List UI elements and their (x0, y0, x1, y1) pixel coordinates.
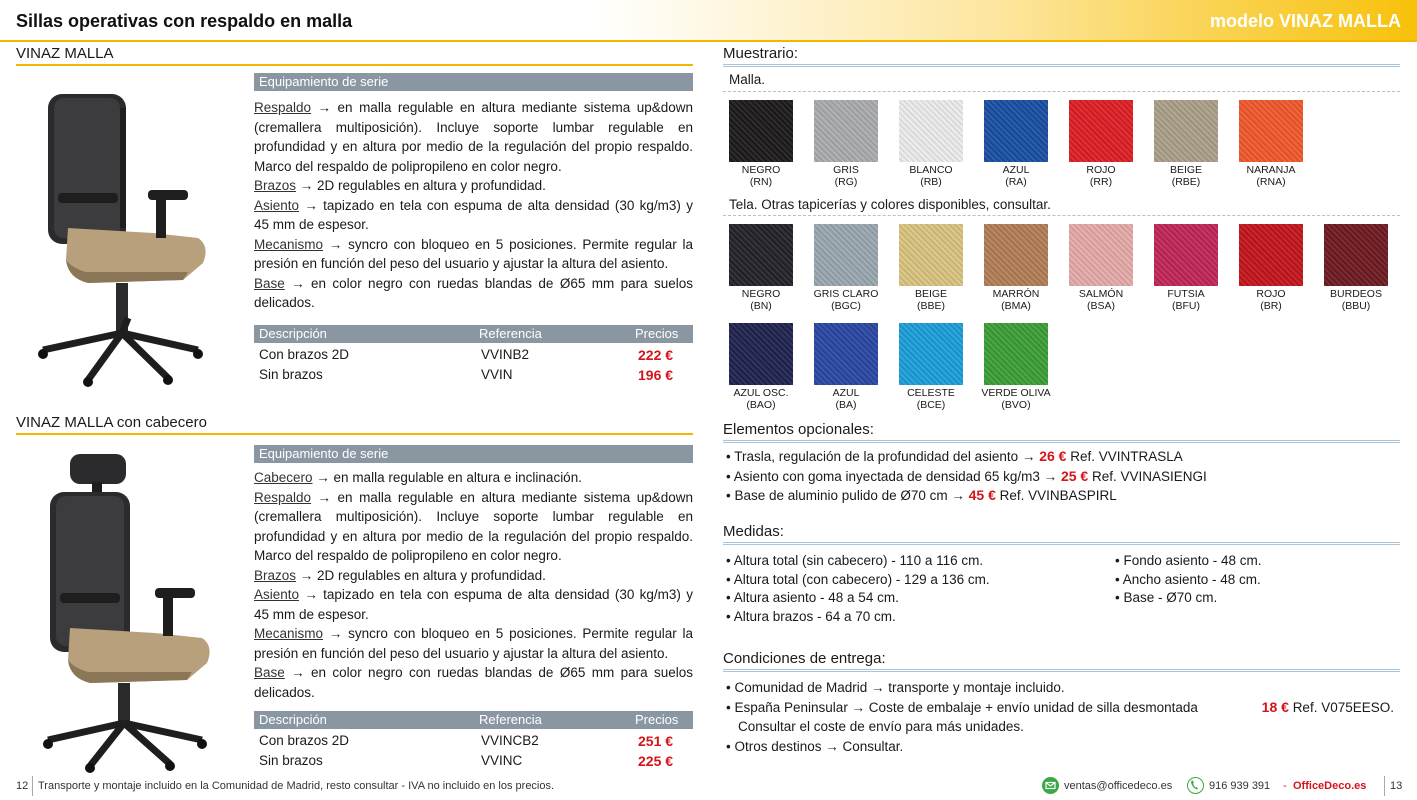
feature-label: Asiento (254, 587, 300, 602)
list-item: • Base de aluminio pulido de Ø70 cm → 45 € Ref. VVINBASPIRL (726, 487, 1117, 503)
feature-brazos (254, 566, 693, 586)
swatch-name: BEIGE (914, 288, 948, 300)
swatch-code: (BGC) (831, 300, 861, 312)
feature-label: Base (254, 275, 285, 291)
footer-separator: - (1283, 780, 1287, 792)
malla-label: Malla. (729, 72, 766, 87)
swatch-name: FUTSIA (1167, 288, 1205, 300)
page-footer (0, 772, 1417, 800)
feature-text: → syncro con bloqueo en 5 posiciones. Permite regular la presión en función del peso del usuario y ajustar la altura del asiento. (254, 626, 693, 661)
list-item-continued (726, 717, 1396, 737)
swatch-code: (BAO) (746, 399, 776, 411)
swatch-code: (RNA) (1256, 176, 1286, 188)
swatch-label (803, 164, 889, 188)
page-number-left: 12 (16, 780, 29, 792)
equip-label: Equipamiento de serie (254, 73, 693, 91)
feature-mecanismo (254, 235, 693, 274)
equip-label: Equipamiento de serie (254, 445, 693, 463)
opcionales-title: Elementos opcionales: (723, 421, 874, 438)
item-text: Consultar el coste de envío para más unidades. (738, 719, 1024, 734)
swatch-label (1143, 164, 1229, 188)
list-item: • Base - Ø70 cm. (1115, 590, 1218, 605)
swatch-code: (BSA) (1086, 300, 1115, 312)
row-price: 196 € (638, 367, 674, 383)
col-descripcion: Descripción (259, 712, 327, 727)
list-item: • Trasla, regulación de la profundidad del asiento → 26 € Ref. VVINTRASLA (726, 448, 1183, 464)
product2-rule (16, 433, 693, 435)
feature-cabecero (254, 468, 693, 488)
item-text: Base de aluminio pulido de Ø70 cm → (734, 488, 965, 503)
footer-divider (32, 776, 33, 796)
medidas-col2 (1115, 552, 1262, 608)
row-price: 251 € (638, 733, 674, 749)
feature-respaldo (254, 488, 693, 566)
swatch-code: (BR) (1260, 300, 1282, 312)
row-ref: VVINC (481, 753, 523, 768)
swatch-label (718, 164, 804, 188)
feature-label: Asiento (254, 197, 300, 213)
medidas-col1 (726, 552, 990, 626)
opcionales-list (726, 447, 1207, 506)
list-item: • Altura brazos - 64 a 70 cm. (726, 608, 896, 624)
item-text: España Peninsular → Coste de embalaje + envío unidad de silla desmontada (734, 699, 1198, 715)
item-text: Asiento con goma inyectada de densidad 65 kg/m3 → (733, 468, 1058, 484)
model-title: modelo VINAZ MALLA (1210, 11, 1401, 31)
feature-label: Cabecero (254, 470, 313, 485)
swatch-name: AZUL (832, 387, 860, 399)
swatch-code: (RN) (749, 176, 773, 188)
swatch-negro (729, 100, 793, 162)
col-descripcion: Descripción (259, 326, 327, 341)
swatch-name: NEGRO (741, 288, 781, 300)
swatch-label (1058, 288, 1144, 312)
swatch-gris-claro (814, 224, 878, 286)
swatch-code: (RR) (1089, 176, 1113, 188)
price-table-header (254, 711, 693, 729)
swatch-name: BURDEOS (1330, 288, 1382, 300)
entrega-rule (723, 669, 1400, 672)
feature-asiento (254, 196, 693, 235)
feature-base (254, 274, 693, 313)
list-item: • Altura total (sin cabecero) - 110 a 116 cm. (726, 553, 984, 568)
swatch-rojo (1069, 100, 1133, 162)
swatch-label (888, 164, 974, 188)
list-item: • Altura total (con cabecero) - 129 a 136 cm. (726, 571, 990, 587)
muestrario-title: Muestrario: (723, 45, 799, 62)
item-ref: Ref. V075EESO. (1292, 699, 1394, 715)
list-item: • Otros destinos → Consultar. (726, 738, 904, 754)
swatch-name: ROJO (1086, 164, 1116, 176)
swatch-azul (984, 100, 1048, 162)
list-item: • Comunidad de Madrid → transporte y montaje incluido. (726, 680, 1065, 695)
item-text: Altura brazos - 64 a 70 cm. (733, 608, 896, 624)
opcionales-rule (723, 440, 1400, 443)
product1-rule (16, 64, 693, 66)
swatch-label (803, 288, 889, 312)
medidas-rule (723, 542, 1400, 545)
swatch-code: (BVO) (1001, 399, 1031, 411)
item-price: 18 € (1261, 698, 1289, 715)
swatch-label (973, 164, 1059, 188)
item-ref: Ref. VVINTRASLA (1070, 449, 1183, 464)
feature-text: → en malla regulable en altura mediante sistema up&down (cremallera multiposición). Incluye soporte lumbar regulable en profundidad y en altura por medio de la regulación del propio respaldo. Marco del respaldo de polipropileno en color negro. (254, 489, 693, 563)
feature-text: → 2D regulables en altura y profundidad. (296, 178, 546, 193)
feature-text: → en color negro con ruedas blandas de Ø65 mm para suelos delicados. (254, 665, 693, 700)
swatch-label (1143, 288, 1229, 312)
list-item: • Fondo asiento - 48 cm. (1115, 553, 1262, 568)
row-price: 225 € (638, 753, 674, 769)
item-price: 26 € (1039, 448, 1067, 464)
swatch-name: NEGRO (741, 164, 781, 176)
table-row (254, 731, 693, 751)
list-item: • Altura asiento - 48 a 54 cm. (726, 590, 899, 605)
tela-label: Tela. Otras tapicerías y colores disponibles, consultar. (729, 197, 1051, 212)
swatch-name: NARANJA (1246, 164, 1296, 176)
feature-text: → en color negro con ruedas blandas de Ø65 mm para suelos delicados. (254, 275, 693, 310)
swatch-verde-oliva (984, 323, 1048, 385)
swatch-name: VERDE OLIVA (981, 387, 1051, 399)
feature-mecanismo (254, 624, 693, 663)
footer-email[interactable]: ventas@officedeco.es (1064, 780, 1173, 792)
feature-text: → en malla regulable en altura mediante sistema up&down (cremallera multiposición). Incluye soporte lumbar regulable en profundidad y en altura por medio de la regulación del propio respaldo. Marco del respaldo de polipropileno en color negro. (254, 100, 693, 174)
mail-icon (1042, 777, 1059, 794)
swatch-name: MARRÓN (992, 288, 1040, 300)
feature-label: Brazos (254, 178, 297, 193)
item-text: Altura total (con cabecero) - 129 a 136 cm. (733, 571, 990, 587)
entrega-title: Condiciones de entrega: (723, 650, 886, 667)
swatch-label (718, 288, 804, 312)
feature-text: → tapizado en tela con espuma de alta densidad (30 kg/m3) y 45 mm de espesor. (254, 197, 693, 232)
page-title: Sillas operativas con respaldo en malla (16, 11, 353, 31)
row-desc: Con brazos 2D (259, 347, 350, 362)
row-ref: VVINB2 (481, 347, 530, 362)
swatch-label (1313, 288, 1399, 312)
swatch-label (1228, 288, 1314, 312)
swatch-name: GRIS (833, 164, 859, 176)
swatch-label (888, 288, 974, 312)
table-row (254, 751, 693, 771)
footer-divider (1384, 776, 1385, 796)
chair-headrest-image (30, 448, 230, 773)
page-header (0, 0, 1417, 42)
feature-text: → tapizado en tela con espuma de alta densidad (30 kg/m3) y 45 mm de espesor. (254, 587, 693, 622)
swatch-code: (RB) (920, 176, 942, 188)
swatch-code: (RBE) (1171, 176, 1201, 188)
tela-rule (723, 215, 1400, 216)
feature-label: Respaldo (254, 100, 312, 115)
chair-image (28, 88, 228, 388)
feature-text: → 2D regulables en altura y profundidad. (296, 567, 546, 583)
swatch-azul-osc- (729, 323, 793, 385)
swatch-code: (BCE) (916, 399, 946, 411)
row-desc: Sin brazos (259, 753, 323, 768)
feature-label: Mecanismo (254, 626, 324, 641)
footer-brand[interactable]: OfficeDeco.es (1293, 780, 1367, 792)
swatch-marr-n (984, 224, 1048, 286)
footer-note: Transporte y montaje incluido en la Comunidad de Madrid, resto consultar - IVA no incluido en los precios. (38, 780, 555, 792)
item-text: Ancho asiento - 48 cm. (1122, 571, 1261, 587)
price-table-header (254, 325, 693, 343)
feature-label: Respaldo (254, 489, 312, 505)
swatch-blanco (899, 100, 963, 162)
row-desc: Con brazos 2D (259, 733, 350, 748)
feature-label: Mecanismo (254, 236, 324, 252)
swatch-azul (814, 323, 878, 385)
row-ref: VVIN (481, 367, 513, 382)
feature-label: Brazos (254, 567, 297, 583)
swatch-code: (RA) (1005, 176, 1027, 188)
swatch-label (718, 387, 804, 411)
swatch-name: SALMÓN (1078, 288, 1124, 300)
product1-title: VINAZ MALLA (16, 45, 114, 62)
feature-respaldo (254, 98, 693, 176)
item-ref: Ref. VVINBASPIRL (999, 488, 1117, 503)
feature-list (254, 468, 693, 702)
swatch-label (1058, 164, 1144, 188)
swatch-code: (BBU) (1341, 300, 1371, 312)
col-referencia: Referencia (479, 712, 542, 727)
swatch-code: (BN) (750, 300, 772, 312)
swatch-negro (729, 224, 793, 286)
item-ref: Ref. VVINASIENGI (1091, 468, 1207, 484)
swatch-name: BEIGE (1169, 164, 1203, 176)
medidas-title: Medidas: (723, 523, 784, 540)
item-text: Trasla, regulación de la profundidad del asiento → (734, 449, 1036, 464)
col-precios: Precios (635, 326, 679, 341)
row-price: 222 € (638, 347, 674, 363)
item-text: Altura total (sin cabecero) - 110 a 116 cm. (733, 553, 984, 568)
muestrario-rule (723, 64, 1400, 67)
swatch-label (973, 288, 1059, 312)
malla-rule (723, 91, 1400, 92)
swatch-salm-n (1069, 224, 1133, 286)
swatch-code: (BBE) (916, 300, 945, 312)
table-row (254, 345, 693, 365)
swatch-burdeos (1324, 224, 1388, 286)
item-price: 45 € (968, 487, 996, 503)
product2-title: VINAZ MALLA con cabecero (16, 414, 207, 431)
entrega-list (726, 678, 1396, 756)
swatch-name: AZUL OSC. (733, 387, 789, 399)
row-ref: VVINCB2 (481, 733, 539, 748)
swatch-gris (814, 100, 878, 162)
row-desc: Sin brazos (259, 367, 323, 382)
page-number-right: 13 (1390, 780, 1403, 792)
swatch-futsia (1154, 224, 1218, 286)
phone-icon (1187, 777, 1204, 794)
swatch-label (1228, 164, 1314, 188)
swatch-code: (RG) (834, 176, 858, 188)
feature-text: → en malla regulable en altura e inclinación. (312, 470, 582, 485)
col-precios: Precios (635, 712, 679, 727)
list-item: • Asiento con goma inyectada de densidad 65 kg/m3 → 25 € Ref. VVINASIENGI (726, 467, 1207, 484)
swatch-name: CELESTE (907, 387, 955, 399)
footer-phone[interactable]: 916 939 391 (1209, 780, 1271, 792)
feature-list (254, 98, 693, 313)
feature-brazos (254, 176, 693, 196)
swatch-code: (BMA) (1001, 300, 1031, 312)
swatch-name: BLANCO (909, 164, 953, 176)
item-text: Comunidad de Madrid → transporte y montaje incluido. (734, 680, 1065, 695)
list-item: • Ancho asiento - 48 cm. (1115, 571, 1261, 587)
swatch-name: AZUL (1002, 164, 1030, 176)
item-text: Fondo asiento - 48 cm. (1123, 553, 1262, 568)
swatch-label (973, 387, 1059, 411)
swatch-code: (BFU) (1172, 300, 1200, 312)
list-item: • España Peninsular → Coste de embalaje + envío unidad de silla desmontada 18 € Ref. V075EESO. (726, 698, 1394, 715)
item-text: Base - Ø70 cm. (1123, 590, 1218, 605)
swatch-beige (1154, 100, 1218, 162)
swatch-beige (899, 224, 963, 286)
swatch-naranja (1239, 100, 1303, 162)
feature-asiento (254, 585, 693, 624)
swatch-label (888, 387, 974, 411)
item-text: Altura asiento - 48 a 54 cm. (733, 590, 899, 605)
item-text: Otros destinos → Consultar. (734, 738, 904, 754)
feature-text: → syncro con bloqueo en 5 posiciones. Permite regular la presión en función del peso del usuario y ajustar la altura del asiento. (254, 236, 693, 271)
feature-base (254, 663, 693, 702)
feature-label: Base (254, 665, 285, 680)
swatch-celeste (899, 323, 963, 385)
col-referencia: Referencia (479, 326, 542, 341)
item-price: 25 € (1060, 467, 1089, 484)
swatch-rojo (1239, 224, 1303, 286)
table-row (254, 365, 693, 385)
swatch-code: (BA) (835, 399, 857, 411)
swatch-name: GRIS CLARO (813, 288, 879, 300)
swatch-name: ROJO (1256, 288, 1286, 300)
swatch-label (803, 387, 889, 411)
